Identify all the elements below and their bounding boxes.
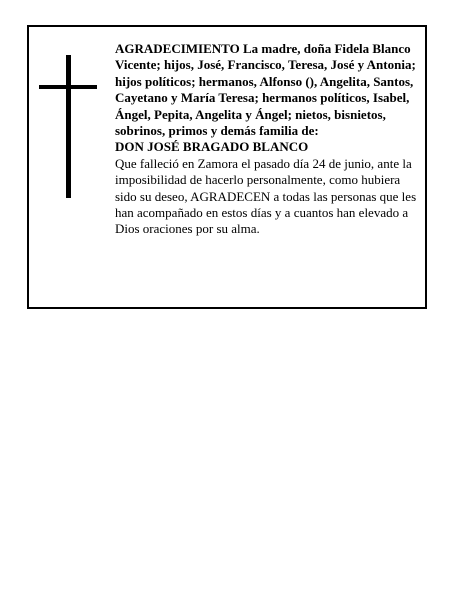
- deceased-name: DON JOSÉ BRAGADO BLANCO: [115, 139, 309, 155]
- notice-text: [115, 41, 419, 238]
- notice-body: Que falleció en Zamora el pasado día 24 de junio, ante la imposibilidad de hacerlo personalmente, como hubiera sido su deseo, AGRADECEN a todas las personas que les han acompañado en estos días y a cuantos han elevado a Dios oraciones por su alma.: [115, 155, 417, 237]
- cross-icon: [39, 55, 97, 198]
- cross-horizontal-bar: [39, 85, 97, 89]
- cross-vertical-bar: [66, 55, 71, 198]
- notice-header: AGRADECIMIENTO La madre, doña Fidela Blanco Vicente; hijos, José, Francisco, Teresa, José y Antonia; hijos políticos; hermanos, Alfonso (), Angelita, Santos, Cayetano y María Teresa; hermanos políticos, Isabel, Ángel, Pepita, Angelita y Ángel; nietos, bisnietos, sobrinos, primos y demás familia de:: [115, 41, 416, 139]
- obituary-notice: [27, 25, 427, 309]
